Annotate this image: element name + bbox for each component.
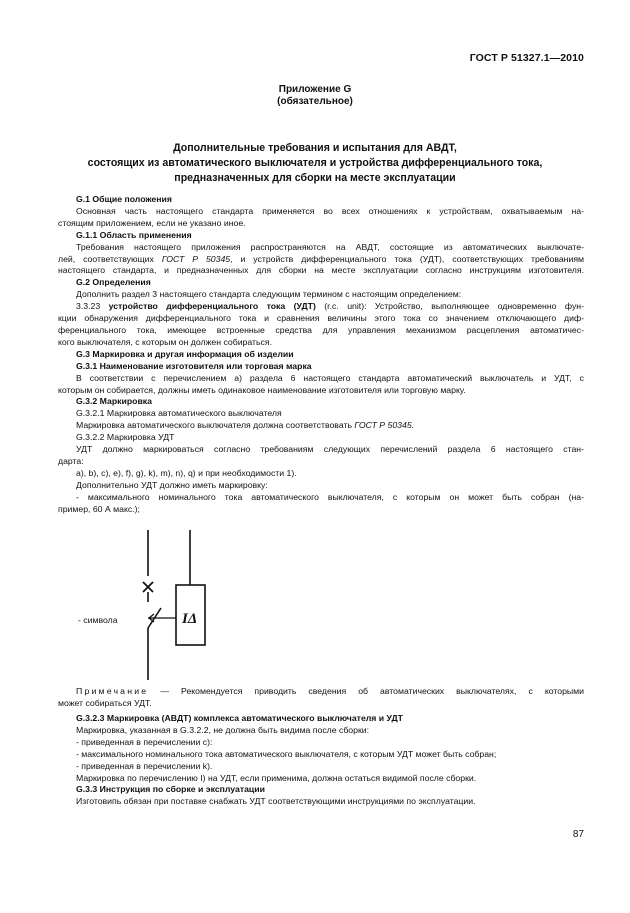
paragraph-line: пример, 60 А макс.); xyxy=(58,503,140,514)
paragraph-line: - максимального номинального тока автоматического выключателя, с которым он может быть собран (на- xyxy=(76,491,584,502)
annex-title-line-3: предназначенных для сборки на месте эксплуатации xyxy=(174,172,456,184)
main-text-upper xyxy=(58,194,584,515)
paragraph-line: ференциального тока, имеющее встроенные средства для управления механизмом расцепления автоматичес- xyxy=(58,324,584,335)
rcd-breaker-symbol-diagram xyxy=(70,530,270,680)
paragraph-line: которым он собирается, должны иметь одинаковое наименование изготовителя или торговую марку. xyxy=(58,384,466,395)
section-g11-heading: G.1.1 Область применения xyxy=(76,229,192,240)
annex-status: (обязательное) xyxy=(277,96,353,107)
standard-reference: ГОСТ Р 50345. xyxy=(354,420,415,431)
paragraph-line: а), b), с), е), f), g), k), m), n), q) и при необходимости 1). xyxy=(76,467,297,478)
section-g33-heading: G.3.3 Инструкция по сборке и эксплуатации xyxy=(76,784,265,795)
text-run: — Рекомендуется приводить сведения об автоматических выключателях, с которыми xyxy=(148,686,584,696)
subsection-g321-heading: G.3.2.1 Маркировка автоматического выключателя xyxy=(76,408,282,419)
paragraph-line: дарта: xyxy=(58,455,84,466)
term-number: 3.3.23 xyxy=(76,301,109,312)
section-g2-heading: G.2 Определения xyxy=(76,277,151,288)
section-g3-heading: G.3 Маркировка и другая информация об изделии xyxy=(76,348,294,359)
annex-title-line-1: Дополнительные требования и испытания для АВДТ, xyxy=(173,142,457,154)
paragraph-line: Маркировка, указанная в G.3.2.2, не должна быть видима после сборки: xyxy=(76,724,370,735)
note-block xyxy=(58,686,584,710)
paragraph-line: В соответствии с перечислением а) раздела 6 настоящего стандарта автоматический выключатель и УДТ, с xyxy=(76,372,584,383)
text-run: , и устройств дифференциального тока (УДТ), соответствующих требованиям xyxy=(230,253,585,264)
paragraph-line: настоящего стандарта, и предназначенных для сборки на месте эксплуатации согласно инструкциям изготовителя. xyxy=(58,265,584,276)
section-g32-heading: G.3.2 Маркировка xyxy=(76,396,152,407)
main-text-lower xyxy=(58,713,584,808)
paragraph-line: - приведенная в перечислении с): xyxy=(76,736,213,747)
paragraph-line: Дополнить раздел 3 настоящего стандарта следующим термином с настоящим определением: xyxy=(76,289,462,300)
paragraph-line: Изготовипь обязан при поставке снабжать УДТ соответствующими инструкциями по эксплуатации. xyxy=(76,796,476,807)
paragraph-line: - максимального номинального тока автоматического выключателя, с которым УДТ может быть собран; xyxy=(76,748,497,759)
paragraph-line: - приведенная в перечислении k). xyxy=(76,760,213,771)
defined-term: устройство дифференциального тока (УДТ) xyxy=(108,301,316,312)
residual-current-symbol: IΔ xyxy=(182,611,198,627)
paragraph-line: кции обнаружения дифференциального тока и сравнения величины этого тока со значением отключающего диф- xyxy=(58,313,584,324)
section-g1-heading: G.1 Общие положения xyxy=(76,194,172,204)
symbol-label: - символа xyxy=(78,615,118,625)
section-g31-heading: G.3.1 Наименование изготовителя или торговая марка xyxy=(76,360,312,371)
paragraph-line: кого выключателя, с которым он должен собираться. xyxy=(58,336,272,347)
section-g323-heading: G.3.2.3 Маркировка (АВДТ) комплекса автоматического выключателя и УДТ xyxy=(76,713,403,723)
annex-title-line-2: состоящих из автоматического выключателя и устройства дифференциального тока, xyxy=(87,157,543,169)
paragraph-line xyxy=(58,254,584,266)
paragraph-line: Маркировка по перечислению I) на УДТ, если применима, должна остаться видимой после сборки. xyxy=(76,772,477,783)
page-number: 87 xyxy=(572,829,584,840)
annex-label: Приложение G xyxy=(278,84,352,95)
paragraph-line xyxy=(58,420,584,432)
text-run: (r.c. unit): Устройство, выполняющее одновременно фун- xyxy=(315,301,584,312)
paragraph-line: Основная часть настоящего стандарта применяется во всех отношениях к устройствам, охватываемым на- xyxy=(76,205,584,216)
note-line: может собираться УДТ. xyxy=(58,697,152,708)
text-run: лей, соответствующих xyxy=(58,253,162,264)
paragraph-line: Дополнительно УДТ должно иметь маркировку: xyxy=(76,479,268,490)
paragraph-line: УДТ должно маркироваться согласно требованиям следующих перечислений раздела 6 настоящего стан- xyxy=(76,444,584,455)
text-run: Маркировка автоматического выключателя должна соответствовать xyxy=(76,420,355,431)
subsection-g322-heading: G.3.2.2 Маркировка УДТ xyxy=(76,432,175,443)
definition-line xyxy=(58,301,584,313)
paragraph-line: стоящим приложением, если не указано иное. xyxy=(58,217,246,228)
note-line xyxy=(58,686,584,698)
note-label: Примечание xyxy=(76,686,149,696)
standard-code-header: ГОСТ Р 51327.1—2010 xyxy=(469,52,584,64)
standard-reference: ГОСТ Р 50345 xyxy=(161,253,231,264)
paragraph-line: Требования настоящего приложения распространяются на АВДТ, состоящие из автоматических выключате- xyxy=(76,241,584,252)
